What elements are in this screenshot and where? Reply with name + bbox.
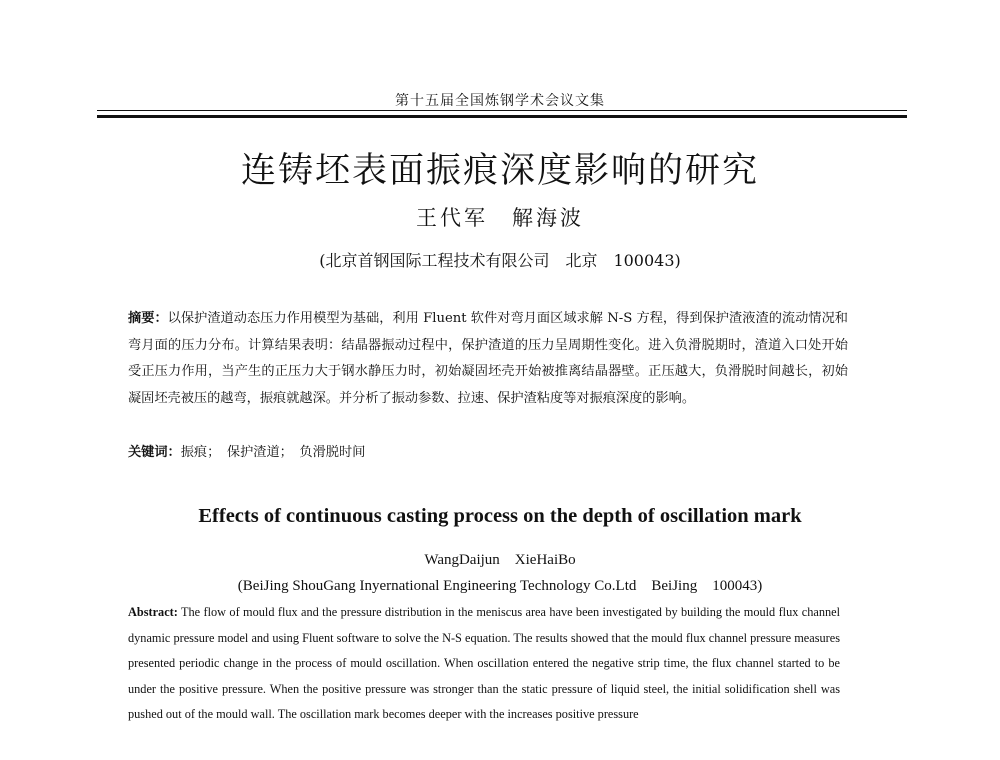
paper-title-en: Effects of continuous casting process on the depth of oscillation mark	[198, 505, 802, 527]
paper-title-cn: 连铸坯表面振痕深度影响的研究	[240, 151, 759, 191]
abstract-cn-label: 摘要：	[128, 311, 168, 326]
abstract-en	[128, 600, 840, 728]
affiliation-cn: (北京首钢国际工程技术有限公司 北京 100043)	[319, 251, 681, 270]
abstract-en-label: Abstract:	[128, 605, 178, 619]
journal-header: 第十五届全国炼钢学术会议文集	[395, 93, 605, 109]
affiliation-en: (BeiJing ShouGang Inyernational Engineering Technology Co.Ltd BeiJing 100043)	[237, 578, 763, 594]
authors-cn: 王代军 解海波	[416, 206, 584, 230]
header-rule-thin	[97, 110, 907, 111]
abstract-cn-text: 以保护渣道动态压力作用模型为基础，利用 Fluent 软件对弯月面区域求解 N-S 方程，得到保护渣液渣的流动情况和弯月面的压力分布。计算结果表明：结晶器振动过程中，保护渣道的压力呈周期性变化。进入负滑脱期时，渣道入口处开始受正压力作用，当产生的正压力大于钢水静压力时，初始凝固坯壳开始被推离结晶器壁。正压越大，负滑脱时间越长，初始凝固坯壳被压的越弯，振痕就越深。并分析了振动参数、拉速、保护渣粘度等对振痕深度的影响。	[128, 311, 848, 406]
abstract-cn	[128, 306, 848, 412]
keywords-cn-text: 振痕； 保护渣道； 负滑脱时间	[180, 445, 366, 460]
authors-en: WangDaijun XieHaiBo	[424, 552, 576, 568]
keywords-cn	[128, 440, 848, 466]
keywords-cn-label: 关键词：	[128, 445, 181, 460]
header-rule-thick	[97, 115, 907, 118]
abstract-en-text: The flow of mould flux and the pressure distribution in the meniscus area have been investigated by building the mould flux channel dynamic pressure model and using Fluent software to solve the N-S equation. The results showed that the mould flux channel pressure measures presented periodic change in the process of mould oscillation. When oscillation entered the negative strip time, the flux channel started to be under the positive pressure. When the positive pressure was stronger than the static pressure of liquid steel, the initial solidification shell was pushed out of the mould wall. The oscillation mark becomes deeper with the increases positive pressure	[128, 605, 840, 721]
